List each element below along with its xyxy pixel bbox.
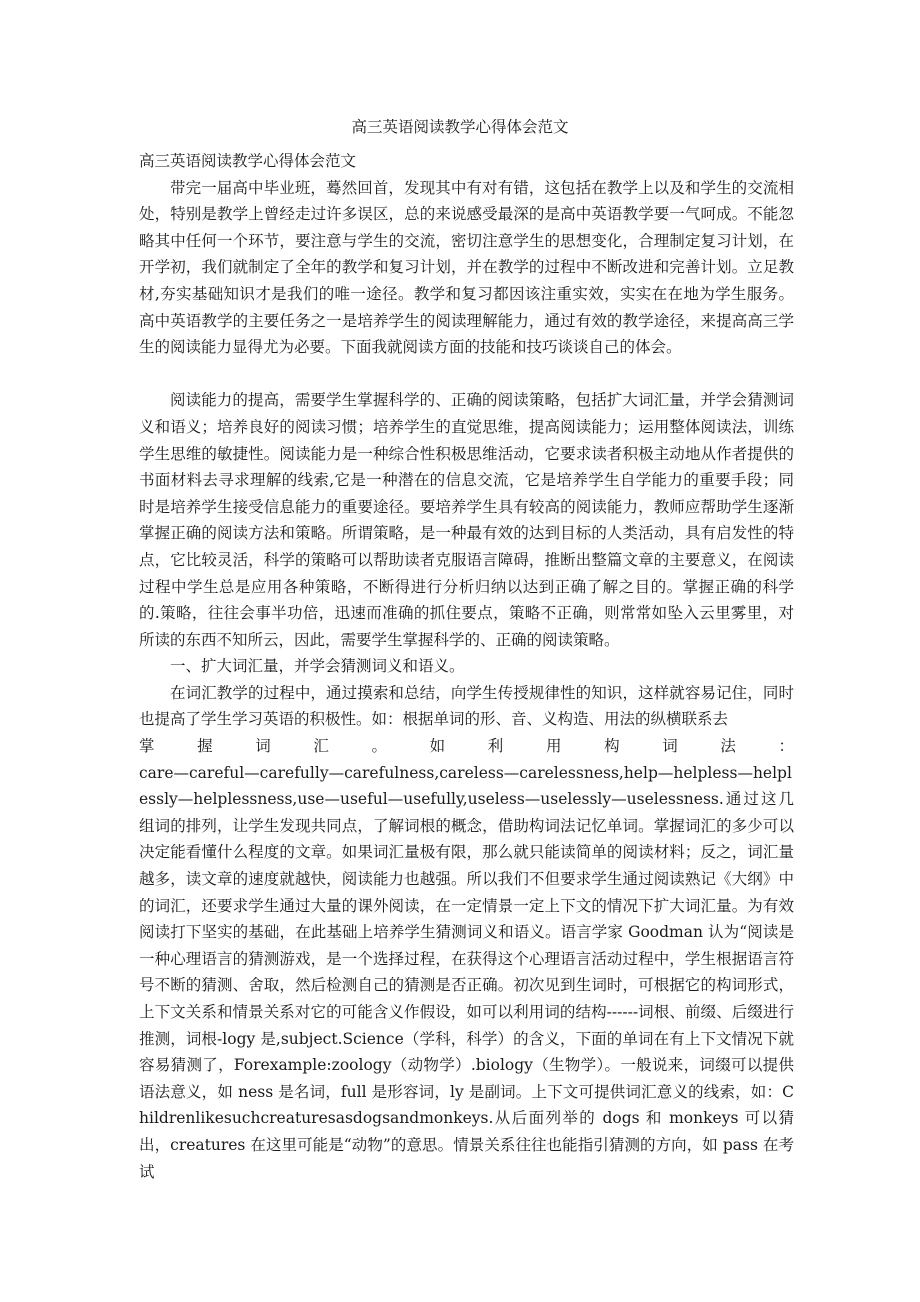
paragraph: 带完一届高中毕业班，蓦然回首，发现其中有对有错，这包括在教学上以及和学生的交流相处，特别是教学上曾经走过许多误区，总的来说感受最深的是高中英语教学要一气呵成。不能忽略其中任何一个环节，要注意与学生的交流，密切注意学生的思想变化，合理制定复习计划，在开学初，我们就制定了全年的教学和复习计划，并在教学的过程中不断改进和完善计划。立足教材,夯实基础知识才是我们的唯一途径。教学和复习都因该注重实效，实实在在地为学生服务。高中英语教学的主要任务之一是培养学生的阅读理解能力，通过有效的教学途径，来提高高三学生的阅读能力显得尤为必要。下面我就阅读方面的技能和技巧谈谈自己的体会。 (139, 178, 794, 357)
document-title: 高三英语阅读教学心得体会范文 (351, 118, 569, 136)
paragraph: 阅读能力的提高，需要学生掌握科学的、正确的阅读策略，包括扩大词汇量，并学会猜测词义和语义；培养良好的阅读习惯；培养学生的直觉思维，提高阅读能力；运用整体阅读法，训练学生思维的敏捷性。阅读能力是一种综合性积极思维活动，它要求读者积极主动地从作者提供的书面材料去寻求理解的线索,它是一种潜在的信息交流，它是培养学生自学能力的重要手段；同时是培养学生接受信息能力的重要途径。要培养学生具有较高的阅读能力，教师应帮助学生逐渐掌握正确的阅读方法和策略。所谓策略，是一种最有效的达到目标的人类活动，具有启发性的特点，它比较灵活，科学的策略可以帮助读者克服语言障碍，推断出整篇文章的主要意义，在阅读过程中学生总是应用各种策略，不断得进行分析归纳以达到正确了解之目的。掌握正确的科学的.策略，往往会事半功倍，迅速而准确的抓住要点，策略不正确，则常常如坠入云里雾里，对所读的东西不知所云，因此，需要学生掌握科学的、正确的阅读策略。 (139, 391, 794, 649)
paragraph: 在词汇教学的过程中，通过摸索和总结，向学生传授规律性的知识，这样就容易记住，同时也提高了学生学习英语的积极性。如：根据单词的形、音、义构造、用法的纵横联系去 (139, 683, 794, 729)
paragraph: care—careful—carefully—carefulness,careless—carelessness,help—helpless—helplessly—helplessness,use—useful—usefully,useless—uselessly—uselessness.通过这几组词的排列，让学生发现共同点，了解词根的概念，借助构词法记忆单词。掌握词汇的多少可以决定能看懂什么程度的文章。如果词汇量极有限，那么就只能读简单的阅读材料；反之，词汇量越多，读文章的速度就越快，阅读能力也越强。所以我们不但要求学生通过阅读熟记《大纲》中的词汇，还要求学生通过大量的课外阅读，在一定情景一定上下文的情况下扩大词汇量。为有效阅读打下坚实的基础，在此基础上培养学生猜测词义和语义。语言学家 Goodman 认为“阅读是一种心理语言的猜测游戏，是一个选择过程，在获得这个心理语言活动过程中，学生根据语言符号不断的猜测、舍取，然后检测自己的猜测是否正确。初次见到生词时，可根据它的构词形式，上下文关系和情景关系对它的可能含义作假设，如可以利用词的结构------词根、前缀、后缀进行推测，词根-logy 是,subject.Science（学科，科学）的含义，下面的单词在有上下文情况下就容易猜测了，Forexample:zoology（动物学）.biology（生物学）。一般说来，词缀可以提供语法意义，如 ness 是名词，full 是形容词，ly 是副词。上下文可提供词汇意义的线索，如：Childrenlikesuchcreaturesasdogsandmonkeys.从后面列举的 dogs 和 monkeys 可以猜出，creatures 在这里可能是“动物”的意思。情景关系往往也能指引猜测的方向，如 pass 在考试 (139, 763, 794, 1181)
document-body (139, 148, 794, 1185)
section-heading: 一、扩大词汇量，并学会猜测词义和语义。 (170, 657, 465, 676)
paragraph-line: 掌握词汇。如利用构词法： (139, 737, 794, 756)
paragraph-spacer (139, 361, 794, 388)
document-subtitle: 高三英语阅读教学心得体会范文 (139, 152, 357, 170)
